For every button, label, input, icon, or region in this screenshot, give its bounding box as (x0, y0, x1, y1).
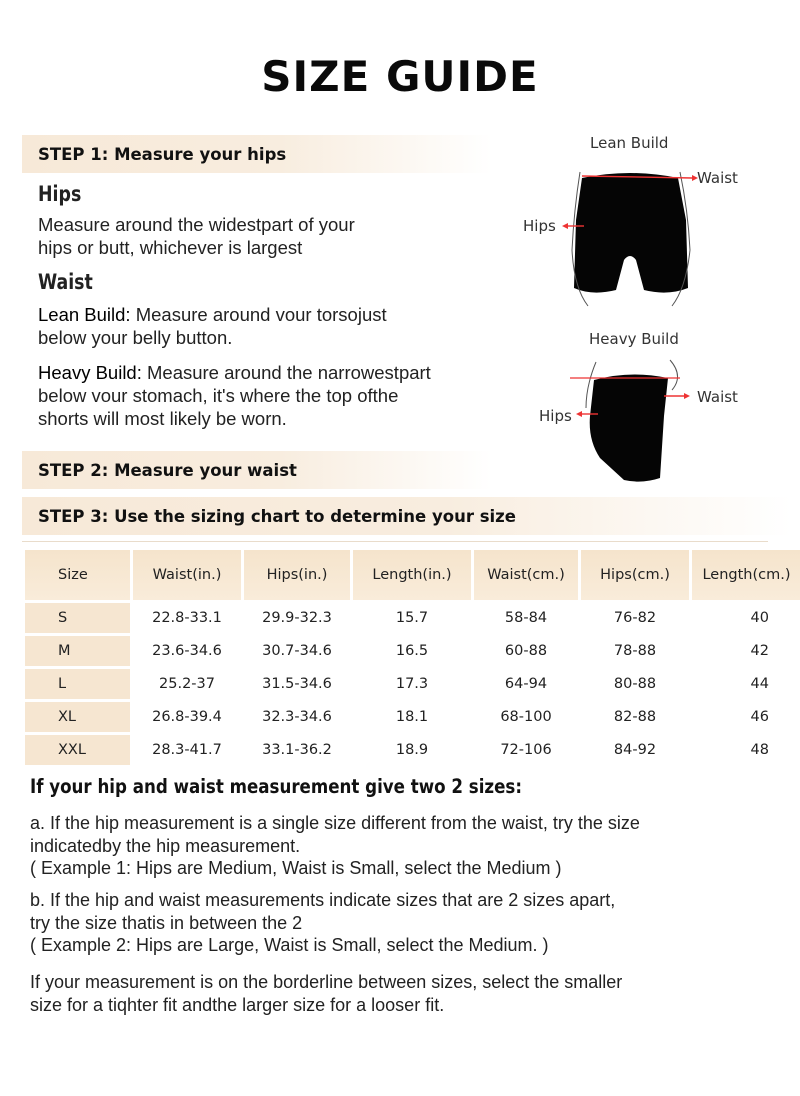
lean-line-2: below your belly button. (38, 327, 233, 348)
column-header: Size (25, 550, 130, 600)
table-cell: 72-106 (500, 742, 552, 758)
table-cell: 32.3-34.6 (262, 709, 332, 725)
column-header: Length(cm.) (692, 550, 800, 600)
table-cell: 48 (750, 742, 769, 758)
notes-heading: If your hip and waist measurement give two 2 sizes: (30, 775, 523, 798)
size-cell: M (25, 636, 130, 666)
note-c-line-2: size for a tiqhter fit andthe larger size for a looser fit. (30, 994, 445, 1015)
note-b (30, 889, 770, 957)
lean-shorts-shape (574, 173, 688, 293)
heavy-hips-arrow (576, 411, 582, 417)
table-cell: 25.2-37 (159, 676, 215, 692)
table-cell: 84-92 (613, 742, 657, 758)
step2-banner: STEP 2: Measure your waist (22, 451, 492, 489)
table-cell: 40 (750, 610, 769, 626)
lean-build-shorts-diagram (540, 160, 720, 310)
lean-build-title: Lean Build (590, 134, 669, 152)
lean-line-1: Measure around vour torsojust (130, 304, 387, 325)
table-cell: 58-84 (504, 610, 548, 626)
heavy-build-shorts-diagram (560, 356, 710, 486)
note-a-line-1: a. If the hip measurement is a single size different from the waist, try the size (30, 813, 640, 833)
size-chart-table (22, 547, 800, 768)
table-cell: 46 (750, 709, 769, 725)
step3-banner: STEP 3: Use the sizing chart to determine your size (22, 497, 792, 535)
note-a (30, 812, 770, 880)
table-cell: 17.3 (395, 676, 429, 692)
table-header-row (25, 550, 800, 600)
table-cell: 68-100 (500, 709, 552, 725)
note-a-example: ( Example 1: Hips are Medium, Waist is Small, select the Medium ) (30, 858, 562, 878)
table-row (25, 603, 800, 633)
heavy-hips-label: Hips (539, 407, 572, 425)
table-row (25, 669, 800, 699)
table-cell: 60-88 (504, 643, 548, 659)
lean-build-instructions (38, 303, 498, 349)
table-cell: 42 (750, 643, 769, 659)
note-borderline (30, 971, 770, 1016)
page-title: SIZE GUIDE (261, 52, 539, 101)
table-cell: 76-82 (613, 610, 657, 626)
size-cell: XL (25, 702, 130, 732)
heavy-build-title: Heavy Build (589, 330, 679, 348)
waist-heading: Waist (38, 270, 93, 294)
lean-build-label: Lean Build: (38, 304, 131, 325)
heavy-line-3: shorts will most likely be worn. (38, 408, 287, 429)
table-cell: 22.8-33.1 (152, 610, 222, 626)
note-b-line-1: b. If the hip and waist measurements indicate sizes that are 2 sizes apart, (30, 890, 616, 910)
table-cell: 15.7 (395, 610, 429, 626)
table-cell: 30.7-34.6 (262, 643, 332, 659)
heavy-belly-outline (670, 360, 678, 390)
table-cell: 16.5 (395, 643, 429, 659)
table-cell: 33.1-36.2 (262, 742, 332, 758)
hips-heading: Hips (38, 182, 82, 206)
column-header: Waist(cm.) (474, 550, 578, 600)
column-header: Length(in.) (353, 550, 471, 600)
size-cell: L (25, 669, 130, 699)
note-b-example: ( Example 2: Hips are Large, Waist is Small, select the Medium. ) (30, 935, 549, 955)
hips-line-1: Measure around the widestpart of your (38, 214, 355, 235)
note-b-line-2: try the size thatis in between the 2 (30, 912, 303, 933)
step1-banner: STEP 1: Measure your hips (22, 135, 492, 173)
size-cell: S (25, 603, 130, 633)
heavy-build-instructions (38, 361, 508, 430)
note-c-line-1: If your measurement is on the borderline between sizes, select the smaller (30, 972, 623, 992)
table-cell: 64-94 (504, 676, 548, 692)
lean-hips-label: Hips (523, 217, 556, 235)
table-cell: 82-88 (613, 709, 657, 725)
table-row (25, 636, 800, 666)
table-cell: 26.8-39.4 (152, 709, 222, 725)
lean-hips-arrow (562, 223, 568, 229)
column-header: Hips(cm.) (581, 550, 689, 600)
table-cell: 18.9 (395, 742, 429, 758)
table-cell: 28.3-41.7 (152, 742, 222, 758)
hips-line-2: hips or butt, whichever is largest (38, 237, 303, 258)
table-cell: 80-88 (613, 676, 657, 692)
column-header: Waist(in.) (133, 550, 241, 600)
heavy-line-2: below vour stomach, it's where the top ofthe (38, 385, 399, 406)
size-cell: XXL (25, 735, 130, 765)
note-a-line-2: indicatedby the hip measurement. (30, 835, 301, 856)
heavy-line-1: Measure around the narrowestpart (141, 362, 431, 383)
lean-waist-label: Waist (697, 169, 738, 187)
table-cell: 44 (750, 676, 769, 692)
table-cell: 18.1 (395, 709, 429, 725)
table-row (25, 735, 800, 765)
divider (22, 541, 768, 542)
table-cell: 29.9-32.3 (262, 610, 332, 626)
heavy-shorts-shape (590, 374, 668, 481)
column-header: Hips(in.) (244, 550, 350, 600)
table-cell: 23.6-34.6 (152, 643, 222, 659)
table-cell: 31.5-34.6 (262, 676, 332, 692)
hips-instructions (38, 213, 478, 259)
heavy-build-label: Heavy Build: (38, 362, 142, 383)
heavy-waist-label: Waist (697, 388, 738, 406)
table-row (25, 702, 800, 732)
table-cell: 78-88 (613, 643, 657, 659)
heavy-waist-arrow (684, 393, 690, 399)
